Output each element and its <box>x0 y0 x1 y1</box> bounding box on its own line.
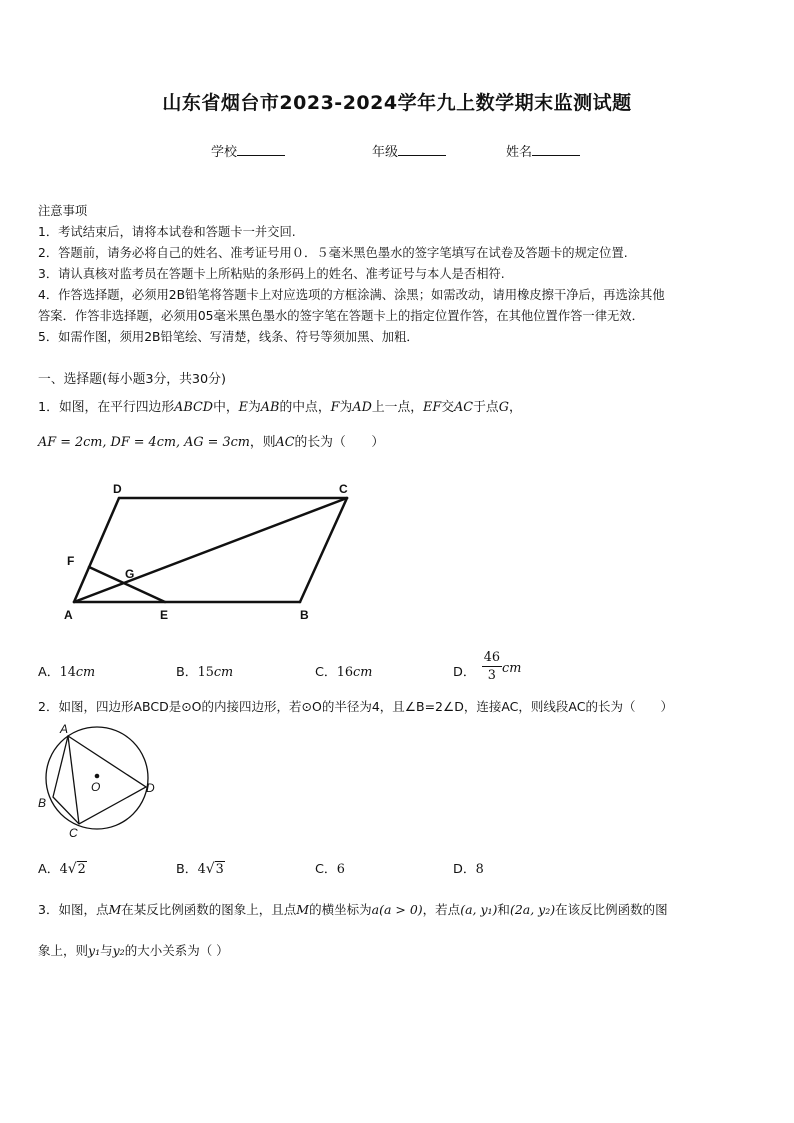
option-value: 6 <box>336 862 345 877</box>
label-b: B <box>300 608 309 622</box>
question-3-line-1 <box>38 900 668 918</box>
q1-text: 为 <box>339 400 353 415</box>
q1-text: 交 <box>441 400 455 415</box>
q1-option-b[interactable] <box>176 661 233 680</box>
q1-math: AD <box>352 400 372 415</box>
note-item: 1．考试结束后，请将本试卷和答题卡一并交回. <box>38 225 296 239</box>
q3-math: M <box>296 902 310 917</box>
label-b: B <box>38 796 47 810</box>
section-heading: 一、选择题(每小题3分，共30分) <box>38 372 226 387</box>
q2-option-d[interactable] <box>453 858 484 877</box>
q3-math: (2a, y₂) <box>509 902 556 917</box>
option-coef: 4 <box>59 862 68 877</box>
radicand: 3 <box>215 862 224 877</box>
q3-math: (a, y₁) <box>460 902 498 917</box>
q3-text: 象上，则 <box>38 943 89 958</box>
q3-text: 的横坐标为 <box>309 902 372 917</box>
q3-number: 3． <box>38 902 59 917</box>
q3-text: 与 <box>100 943 113 958</box>
school-field <box>211 141 285 160</box>
q3-text: 在某反比例函数的图象上，且点 <box>121 902 297 917</box>
label-c: C <box>339 482 348 496</box>
question-1-line-1 <box>38 396 522 415</box>
label-f: F <box>67 554 75 568</box>
fraction <box>482 650 502 684</box>
q2-option-c[interactable] <box>315 858 345 877</box>
grade-field <box>372 141 446 160</box>
q1-option-a[interactable] <box>38 661 95 680</box>
question-3-line-2 <box>38 941 229 959</box>
denominator: 3 <box>487 668 496 683</box>
school-blank <box>237 143 285 156</box>
q2-option-b[interactable] <box>176 858 225 877</box>
option-coef: 4 <box>197 862 206 877</box>
name-field <box>506 141 580 160</box>
q1-text: 中， <box>213 400 239 415</box>
grade-blank <box>398 143 446 156</box>
q1-text: 于点 <box>473 400 499 415</box>
label-d: D <box>146 781 155 795</box>
grade-label: 年级 <box>372 145 399 160</box>
option-key: D． <box>453 665 476 680</box>
q3-math: y₁ <box>88 943 101 958</box>
q1-math: E <box>238 400 248 415</box>
note-item: 3．请认真核对监考员在答题卡上所粘贴的条形码上的姓名、准考证号与本人是否相符. <box>38 267 505 281</box>
label-c: C <box>69 826 78 840</box>
option-key: A． <box>38 665 60 680</box>
q1-option-d[interactable] <box>453 650 521 684</box>
radicand: 2 <box>77 862 86 877</box>
option-key: C． <box>315 665 337 680</box>
note-item: 答案．作答非选择题，必须用05毫米黑色墨水的签字笔在答题卡上的指定位置作答，在其他位置作答一律无效． <box>38 309 644 323</box>
option-key: B． <box>176 862 198 877</box>
q2-option-a[interactable] <box>38 858 87 877</box>
q1-text: 的中点， <box>279 400 331 415</box>
note-item: 2．答题前，请务必将自己的姓名、准考证号用０．５毫米黑色墨水的签字笔填写在试卷及答题卡的规定位置. <box>38 246 628 260</box>
label-a: A <box>60 722 69 736</box>
numerator: 46 <box>483 650 501 665</box>
q3-text: 的大小关系为（ ） <box>124 943 229 958</box>
q1-text: 上一点， <box>371 400 424 415</box>
question-2 <box>38 697 673 715</box>
school-label: 学校 <box>211 145 238 160</box>
sqrt-symbol: √ <box>67 861 77 877</box>
segment-ac <box>68 736 79 824</box>
page-title: 山东省烟台市2023-2024学年九上数学期末监测试题 <box>162 92 632 114</box>
sqrt-symbol: √ <box>205 861 215 877</box>
q1-parallelogram-figure <box>55 478 365 628</box>
q3-text: ，若点 <box>422 902 461 917</box>
q1-text: ，则 <box>249 435 276 450</box>
q1-math: ABCD <box>174 400 214 415</box>
q1-math: F <box>330 400 340 415</box>
q2-text: 如图，四边形ABCD是⊙O的内接四边形，若⊙O的半径为4，且∠B=2∠D，连接AC，则线段AC的长为（ ） <box>58 699 673 714</box>
option-value: 8 <box>475 862 484 877</box>
option-key: B． <box>176 665 198 680</box>
q3-math: M <box>108 902 122 917</box>
option-unit: cm <box>353 665 373 680</box>
option-unit: cm <box>502 661 522 676</box>
q3-math: a(a > 0) <box>371 902 423 917</box>
q3-text: 如图，点 <box>58 902 109 917</box>
q1-math: AC <box>275 435 295 450</box>
option-key: A． <box>38 862 60 877</box>
label-e: E <box>160 608 169 622</box>
q3-math: y₂ <box>112 943 125 958</box>
q1-text: 为 <box>248 400 261 415</box>
q1-math: AC <box>454 400 474 415</box>
name-label: 姓名 <box>506 145 533 160</box>
option-value: 16 <box>336 665 354 680</box>
option-key: C． <box>315 862 337 877</box>
q2-number: 2． <box>38 699 59 714</box>
option-unit: cm <box>75 665 96 680</box>
q1-math: EF <box>423 400 442 415</box>
label-a: A <box>64 608 73 622</box>
q1-math: G <box>498 400 509 415</box>
name-blank <box>532 143 580 156</box>
center-point <box>95 774 100 779</box>
option-value: 15 <box>197 665 214 680</box>
option-key: D． <box>453 862 476 877</box>
q1-text: ， <box>508 400 522 415</box>
label-d: D <box>113 482 122 496</box>
notes-heading: 注意事项 <box>38 204 88 218</box>
label-o: O <box>91 780 101 794</box>
option-unit: cm <box>213 665 234 680</box>
note-item: 5．如需作图，须用2B铅笔绘、写清楚，线条、符号等须加黑、加粗． <box>38 330 419 344</box>
q3-text: 在该反比例函数的图 <box>555 902 668 917</box>
question-1-line-2 <box>38 431 384 450</box>
q1-text: 如图，在平行四边形 <box>58 400 175 415</box>
option-value: 14 <box>59 665 76 680</box>
q2-circle-figure <box>34 721 164 841</box>
q1-number: 1． <box>38 400 59 415</box>
q1-condition: AF = 2cm, DF = 4cm, AG = 3cm <box>38 435 250 450</box>
q1-option-c[interactable] <box>315 661 372 680</box>
label-g: G <box>125 567 135 581</box>
note-item: 4．作答选择题，必须用2B铅笔将答题卡上对应选项的方框涂满、涂黑；如需改动，请用橡皮擦干净后，再选涂其他 <box>38 288 665 302</box>
q1-math: AB <box>260 400 280 415</box>
q3-text: 和 <box>497 902 510 917</box>
q1-text: 的长为（ ） <box>294 435 385 450</box>
